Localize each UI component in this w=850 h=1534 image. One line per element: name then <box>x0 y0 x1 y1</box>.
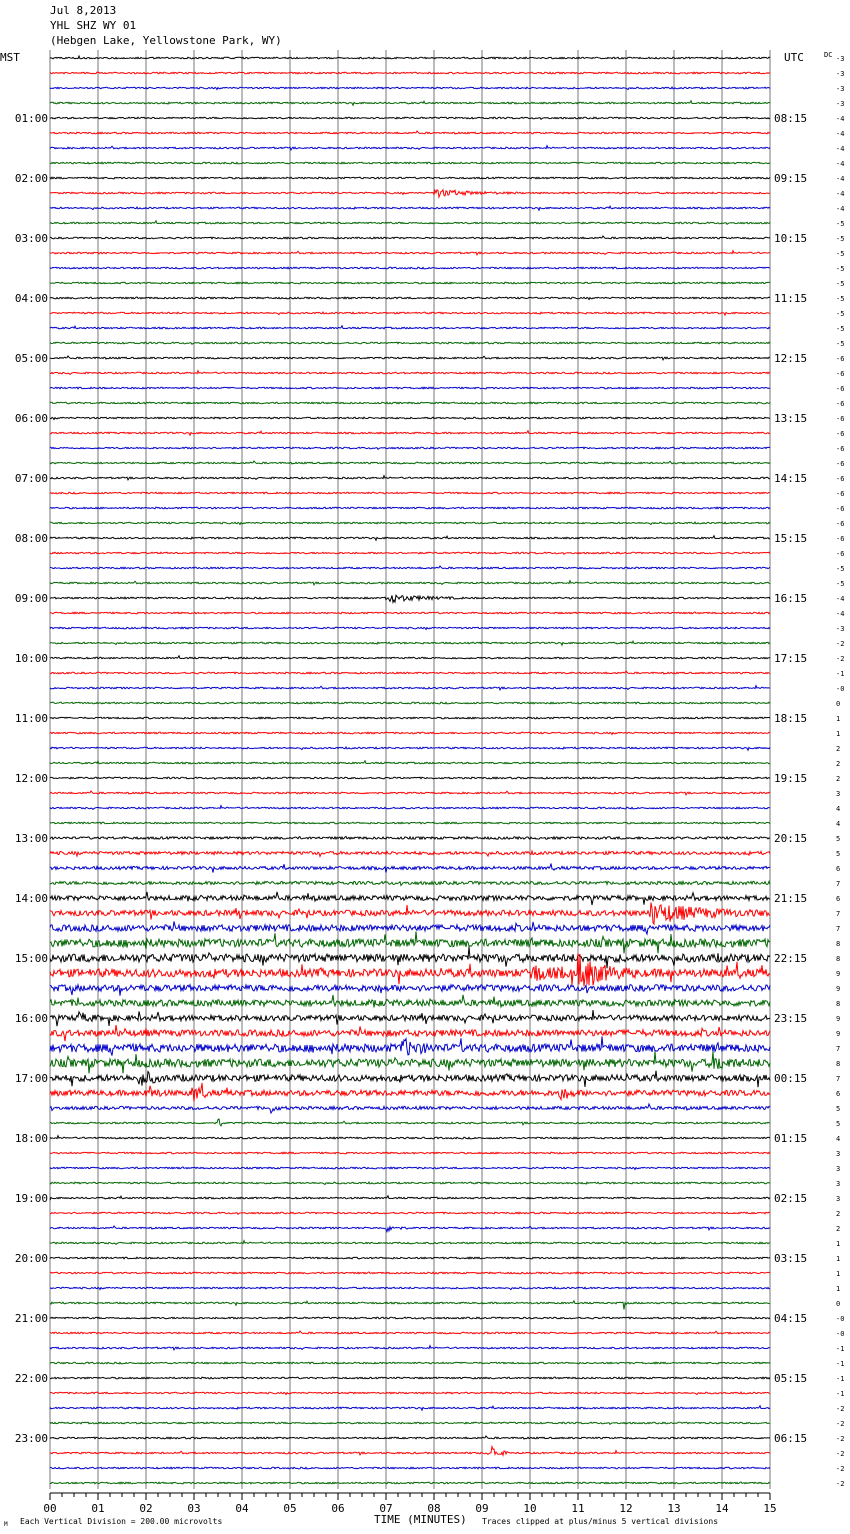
dc-offset-label: -1 <box>836 1390 845 1398</box>
dc-offset-label: -5 <box>836 310 845 318</box>
x-tick-label: 00 <box>43 1502 57 1515</box>
dc-offset-label: -5 <box>836 235 845 243</box>
seismic-trace <box>50 342 770 344</box>
dc-offset-label: -1 <box>836 1360 845 1368</box>
time-labels <box>15 112 807 1445</box>
seismic-trace <box>50 671 770 674</box>
utc-time-label: 04:15 <box>774 1312 808 1325</box>
seismic-trace <box>50 1119 770 1126</box>
dc-offset-label: -6 <box>836 400 845 408</box>
dc-offset-label: 7 <box>836 880 841 888</box>
seismic-trace <box>50 1052 770 1074</box>
dc-offset-label: 0 <box>836 1300 841 1308</box>
seismic-trace <box>50 87 770 90</box>
dc-offset-label: -6 <box>836 475 845 483</box>
mst-time-label: 08:00 <box>14 532 48 545</box>
dc-offset-label: -2 <box>836 1420 845 1428</box>
dc-offset-label: -2 <box>836 1435 845 1443</box>
seismic-trace <box>50 507 770 509</box>
utc-axis-label: UTC <box>784 51 804 64</box>
utc-time-label: 20:15 <box>774 832 808 845</box>
seismic-trace <box>50 402 770 404</box>
dc-offset-label: 8 <box>836 1060 841 1068</box>
dc-offset-label: -2 <box>836 1450 845 1458</box>
utc-time-label: 11:15 <box>774 292 808 305</box>
seismic-trace <box>50 190 770 197</box>
seismic-trace <box>50 536 770 540</box>
seismic-trace <box>50 72 770 74</box>
seismic-trace <box>50 552 770 554</box>
dc-offset-label: -6 <box>836 490 845 498</box>
dc-offset-label: -0 <box>836 685 845 693</box>
dc-offset-label: 8 <box>836 940 841 948</box>
seismic-trace <box>50 1362 770 1364</box>
seismic-trace <box>50 1301 770 1310</box>
dc-offset-label: -5 <box>836 220 845 228</box>
seismic-trace <box>50 1331 770 1334</box>
seismic-trace <box>50 56 770 59</box>
dc-offset-label: -2 <box>836 1465 845 1473</box>
utc-time-label: 21:15 <box>774 892 808 905</box>
seismic-trace <box>50 1447 770 1456</box>
dc-offset-label: -4 <box>836 190 845 198</box>
seismic-trace <box>50 791 770 795</box>
dc-offset-label: -6 <box>836 355 845 363</box>
dc-offset-label: -1 <box>836 1375 845 1383</box>
seismic-trace <box>50 1317 770 1319</box>
utc-time-label: 15:15 <box>774 532 808 545</box>
x-tick-label: 06 <box>331 1502 345 1515</box>
seismic-trace <box>50 1196 770 1200</box>
dc-offset-label: -2 <box>836 640 845 648</box>
mst-time-label: 12:00 <box>14 772 48 785</box>
dc-offset-label: 1 <box>836 1270 841 1278</box>
x-tick-label: 12 <box>619 1502 633 1515</box>
utc-time-label: 19:15 <box>774 772 808 785</box>
utc-time-label: 10:15 <box>774 232 808 245</box>
seismic-trace <box>50 747 770 750</box>
utc-time-label: 08:15 <box>774 112 808 125</box>
seismic-trace <box>50 1422 770 1424</box>
utc-time-label: 09:15 <box>774 172 808 185</box>
dc-offset-label: 3 <box>836 1180 841 1188</box>
seismic-trace <box>50 1482 770 1484</box>
dc-offset-label: -6 <box>836 445 845 453</box>
seismic-trace <box>50 282 770 284</box>
utc-time-label: 17:15 <box>774 652 808 665</box>
utc-time-label: 01:15 <box>774 1132 808 1145</box>
seismic-trace <box>50 447 770 449</box>
dc-offset-label: -4 <box>836 130 845 138</box>
dc-offset-label: 4 <box>836 805 841 813</box>
mst-time-label: 11:00 <box>14 712 48 725</box>
utc-time-label: 00:15 <box>774 1072 808 1085</box>
mst-time-label: 16:00 <box>14 1012 48 1025</box>
mst-time-label: 09:00 <box>14 592 48 605</box>
header-date: Jul 8,2013 <box>50 4 117 17</box>
x-tick-label: 11 <box>571 1502 585 1515</box>
seismic-trace <box>50 312 770 315</box>
x-tick-label: 05 <box>283 1502 297 1515</box>
seismic-trace <box>50 1436 770 1439</box>
seismic-trace <box>50 881 770 885</box>
mst-time-label: 15:00 <box>14 952 48 965</box>
dc-offset-label: 9 <box>836 1030 841 1038</box>
dc-offset-label: -6 <box>836 520 845 528</box>
seismic-trace <box>50 461 770 464</box>
seismic-trace <box>50 1025 770 1041</box>
dc-offset-label: 2 <box>836 775 841 783</box>
seismic-trace <box>50 162 770 164</box>
seismic-trace <box>50 581 770 585</box>
dc-offset-label: -4 <box>836 205 845 213</box>
mst-time-label: 21:00 <box>14 1312 48 1325</box>
dc-offset-labels <box>836 55 844 1488</box>
seismic-trace <box>50 717 770 719</box>
dc-offset-label: 8 <box>836 1000 841 1008</box>
seismic-trace <box>50 612 770 614</box>
seismic-trace <box>50 1036 770 1055</box>
mst-time-label: 10:00 <box>14 652 48 665</box>
dc-offset-label: -4 <box>836 145 845 153</box>
x-tick-label: 14 <box>715 1502 729 1515</box>
dc-offset-label: 1 <box>836 1240 841 1248</box>
x-tick-label: 09 <box>475 1502 489 1515</box>
dc-offset-label: 1 <box>836 1255 841 1263</box>
clip-note: Traces clipped at plus/minus 5 vertical divisions <box>482 1517 719 1526</box>
seismic-trace <box>50 903 770 925</box>
mst-time-label: 07:00 <box>14 472 48 485</box>
dc-offset-label: 2 <box>836 1210 841 1218</box>
dc-offset-label: 4 <box>836 820 841 828</box>
dc-offset-label: -5 <box>836 265 845 273</box>
seismic-trace <box>50 1257 770 1259</box>
seismic-trace <box>50 851 770 856</box>
dc-offset-label: 2 <box>836 760 841 768</box>
mst-time-label: 06:00 <box>14 412 48 425</box>
dc-offset-label: 9 <box>836 985 841 993</box>
dc-offset-label: -5 <box>836 340 845 348</box>
dc-offset-label: -4 <box>836 175 845 183</box>
seismic-trace <box>50 1167 770 1170</box>
x-axis-title: TIME (MINUTES) <box>374 1513 467 1526</box>
utc-time-label: 18:15 <box>774 712 808 725</box>
seismic-trace <box>50 1083 770 1102</box>
seismic-trace <box>50 947 770 969</box>
dc-offset-label: -6 <box>836 370 845 378</box>
seismic-trace <box>50 371 770 375</box>
seismic-trace <box>50 702 770 704</box>
dc-offset-label: -1 <box>836 670 845 678</box>
seismic-trace <box>50 806 770 810</box>
dc-offset-label: 5 <box>836 835 841 843</box>
corner-mark: M <box>4 1521 8 1528</box>
mst-time-label: 04:00 <box>14 292 48 305</box>
seismic-trace <box>50 1287 770 1290</box>
utc-time-label: 22:15 <box>774 952 808 965</box>
seismic-trace <box>50 267 770 269</box>
dc-offset-label: 7 <box>836 925 841 933</box>
seismic-trace <box>50 1010 770 1026</box>
x-tick-label: 03 <box>187 1502 201 1515</box>
seismic-trace <box>50 417 770 420</box>
mst-time-label: 01:00 <box>14 112 48 125</box>
seismic-trace <box>50 431 770 435</box>
dc-offset-label: 7 <box>836 1045 841 1053</box>
mst-time-label: 19:00 <box>14 1192 48 1205</box>
utc-time-label: 14:15 <box>774 472 808 485</box>
seismic-trace <box>50 864 770 873</box>
dc-offset-label: -5 <box>836 565 845 573</box>
dc-offset-label: 6 <box>836 1090 841 1098</box>
seismic-trace <box>50 822 770 824</box>
dc-offset-label: 0 <box>836 700 841 708</box>
seismic-trace <box>50 1104 770 1113</box>
seismic-trace <box>50 761 770 764</box>
seismic-trace <box>50 356 770 360</box>
dc-offset-label: 3 <box>836 1195 841 1203</box>
x-tick-label: 15 <box>763 1502 777 1515</box>
dc-offset-label: -6 <box>836 415 845 423</box>
seismic-trace <box>50 221 770 225</box>
dc-offset-label: -0 <box>836 1315 845 1323</box>
dc-offset-label: -5 <box>836 580 845 588</box>
seismic-trace <box>50 206 770 210</box>
mst-time-label: 18:00 <box>14 1132 48 1145</box>
dc-offset-label: -5 <box>836 295 845 303</box>
seismic-trace <box>50 131 770 134</box>
seismic-trace <box>50 732 770 735</box>
seismic-trace <box>50 1136 770 1139</box>
mst-time-label: 22:00 <box>14 1372 48 1385</box>
mst-time-label: 02:00 <box>14 172 48 185</box>
x-tick-label: 07 <box>379 1502 393 1515</box>
utc-time-label: 02:15 <box>774 1192 808 1205</box>
dc-offset-label: 7 <box>836 910 841 918</box>
seismic-trace <box>50 1392 770 1395</box>
seismic-trace <box>50 177 770 179</box>
dc-offset-label: 9 <box>836 1015 841 1023</box>
seismic-trace <box>50 837 770 840</box>
mst-axis-label: MST <box>0 51 20 64</box>
seismic-trace <box>50 931 770 953</box>
dc-offset-label: -5 <box>836 250 845 258</box>
dc-offset-label: -3 <box>836 100 845 108</box>
dc-offset-label: -5 <box>836 325 845 333</box>
dc-offset-label: 5 <box>836 1105 841 1113</box>
dc-offset-label: -5 <box>836 280 845 288</box>
x-axis <box>43 1493 776 1515</box>
seismic-trace <box>50 251 770 255</box>
seismic-trace <box>50 1467 770 1469</box>
seismic-trace <box>50 627 770 629</box>
seismic-trace <box>50 656 770 660</box>
header-location: (Hebgen Lake, Yellowstone Park, WY) <box>50 34 282 47</box>
seismic-trace <box>50 101 770 105</box>
seismic-trace <box>50 387 770 389</box>
seismic-trace <box>50 566 770 569</box>
seismic-trace <box>50 476 770 480</box>
seismic-trace <box>50 641 770 645</box>
mst-time-label: 03:00 <box>14 232 48 245</box>
dc-offset-label: 1 <box>836 730 841 738</box>
mst-time-label: 14:00 <box>14 892 48 905</box>
dc-offset-label: -3 <box>836 55 845 63</box>
dc-offset-label: -2 <box>836 1405 845 1413</box>
seismic-trace <box>50 995 770 1008</box>
seismic-trace <box>50 146 770 150</box>
seismic-trace <box>50 1226 770 1232</box>
dc-offset-label: -4 <box>836 610 845 618</box>
utc-time-label: 03:15 <box>774 1252 808 1265</box>
x-tick-label: 02 <box>139 1502 153 1515</box>
dc-offset-label: 4 <box>836 1135 841 1143</box>
utc-time-label: 23:15 <box>774 1012 808 1025</box>
seismic-trace <box>50 985 770 996</box>
seismic-trace <box>50 1272 770 1274</box>
seismic-trace <box>50 1241 770 1245</box>
seismic-trace <box>50 1212 770 1214</box>
seismic-trace <box>50 1152 770 1154</box>
dc-offset-label: -6 <box>836 460 845 468</box>
seismic-trace <box>50 117 770 119</box>
mst-time-label: 23:00 <box>14 1432 48 1445</box>
seismic-trace <box>50 297 770 300</box>
dc-offset-label: -2 <box>836 1480 845 1488</box>
x-tick-label: 13 <box>667 1502 681 1515</box>
dc-offset-label: 6 <box>836 865 841 873</box>
dc-offset-label: 1 <box>836 1285 841 1293</box>
dc-offset-label: 3 <box>836 790 841 798</box>
utc-time-label: 05:15 <box>774 1372 808 1385</box>
seismic-trace <box>50 1182 770 1185</box>
dc-offset-label: 2 <box>836 745 841 753</box>
dc-offset-label: 7 <box>836 1075 841 1083</box>
utc-time-label: 06:15 <box>774 1432 808 1445</box>
dc-offset-label: -0 <box>836 1330 845 1338</box>
dc-offset-label: -3 <box>836 625 845 633</box>
scale-note: Each Vertical Division = 200.00 microvolts <box>20 1517 223 1526</box>
seismic-trace <box>50 1406 770 1410</box>
dc-offset-label: 9 <box>836 970 841 978</box>
x-tick-label: 04 <box>235 1502 249 1515</box>
seismic-trace <box>50 326 770 329</box>
dc-offset-label: -1 <box>836 1345 845 1353</box>
seismic-trace <box>50 686 770 690</box>
mst-time-label: 05:00 <box>14 352 48 365</box>
trace-group <box>50 56 770 1484</box>
seismic-trace <box>50 892 770 905</box>
seismic-trace <box>50 1071 770 1088</box>
dc-offset-label: -4 <box>836 595 845 603</box>
dc-offset-label: 2 <box>836 1225 841 1233</box>
seismic-trace <box>50 921 770 934</box>
seismic-trace <box>50 595 770 602</box>
seismic-trace <box>50 236 770 239</box>
dc-offset-label: 6 <box>836 895 841 903</box>
mst-time-label: 17:00 <box>14 1072 48 1085</box>
dc-offset-label: -6 <box>836 535 845 543</box>
dc-offset-label: 5 <box>836 1120 841 1128</box>
dc-label: DC <box>824 51 833 59</box>
utc-time-label: 13:15 <box>774 412 808 425</box>
dc-offset-label: -2 <box>836 655 845 663</box>
x-tick-label: 01 <box>91 1502 105 1515</box>
seismic-trace <box>50 522 770 525</box>
header-station: YHL SHZ WY 01 <box>50 19 137 32</box>
dc-offset-label: -3 <box>836 85 845 93</box>
dc-offset-label: 3 <box>836 1165 841 1173</box>
dc-offset-label: -4 <box>836 160 845 168</box>
mst-time-label: 20:00 <box>14 1252 48 1265</box>
utc-time-label: 16:15 <box>774 592 808 605</box>
seismic-trace <box>50 1377 770 1379</box>
dc-offset-label: -6 <box>836 550 845 558</box>
dc-offset-label: -6 <box>836 430 845 438</box>
x-tick-label: 08 <box>427 1502 441 1515</box>
dc-offset-label: -6 <box>836 505 845 513</box>
dc-offset-label: 3 <box>836 1150 841 1158</box>
dc-offset-label: -3 <box>836 70 845 78</box>
seismic-trace <box>50 492 770 494</box>
mst-time-label: 13:00 <box>14 832 48 845</box>
utc-time-label: 12:15 <box>774 352 808 365</box>
dc-offset-label: -6 <box>836 385 845 393</box>
seismic-trace <box>50 777 770 779</box>
dc-offset-label: 1 <box>836 715 841 723</box>
seismic-trace <box>50 1346 770 1350</box>
dc-offset-label: -4 <box>836 115 845 123</box>
dc-offset-label: 5 <box>836 850 841 858</box>
dc-offset-label: 8 <box>836 955 841 963</box>
x-tick-label: 10 <box>523 1502 537 1515</box>
